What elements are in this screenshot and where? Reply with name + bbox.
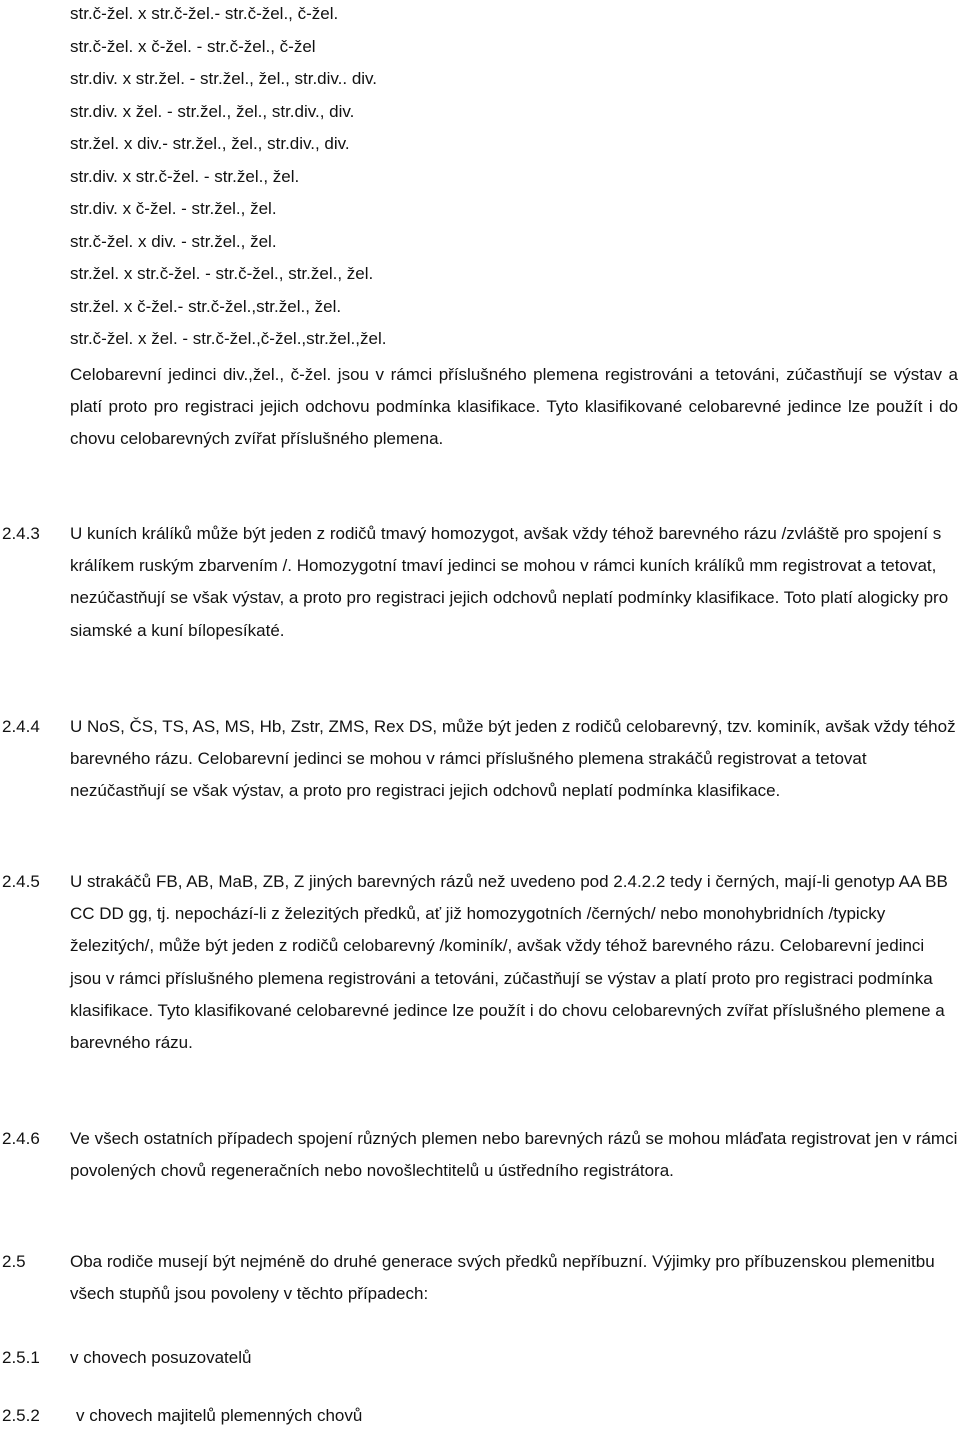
section-number: 2.5.2 bbox=[2, 1406, 40, 1425]
section-text: v chovech majitelů plemenných chovů bbox=[76, 1406, 363, 1425]
combination-line: str.div. x č-žel. - str.žel., žel. bbox=[70, 199, 277, 218]
combination-line: str.div. x str.č-žel. - str.žel., žel. bbox=[70, 166, 300, 186]
section-text: v chovech posuzovatelů bbox=[70, 1348, 252, 1367]
section-text: U NoS, ČS, TS, AS, MS, Hb, Zstr, ZMS, Rex DS, může být jeden z rodičů celobarevný, tzv. kominík, avšak vždy téhož barevného rázu. Celobarevní jedinci se mohou v rámci příslušného plemena strakáčů registrovat a tetovat nezúčastňují se však výstav, a proto pro registraci jejich odchovů neplatí podmínka klasifikace. bbox=[70, 717, 956, 801]
combination-line: str.žel. x str.č-žel. - str.č-žel., str.žel., žel. bbox=[70, 264, 374, 283]
section-number: 2.4.5 bbox=[2, 872, 40, 891]
combination-line: str.žel. x č-žel.- str.č-žel.,str.žel., žel. bbox=[70, 296, 342, 316]
combination-line: str.č-žel. x žel. - str.č-žel.,č-žel.,str.žel.,žel. bbox=[70, 329, 387, 348]
section-number: 2.4.4 bbox=[2, 717, 40, 736]
section-number: 2.5 bbox=[2, 1252, 26, 1271]
crossing-combinations-list bbox=[70, 2, 950, 360]
combination-line: str.žel. x div.- str.žel., žel., str.div., div. bbox=[70, 134, 350, 153]
combination-line: str.div. x str.žel. - str.žel., žel., str.div.. div. bbox=[70, 69, 378, 88]
section-text: Oba rodiče musejí být nejméně do druhé generace svých předků nepříbuzní. Výjimky pro příbuzenskou plemenitbu všech stupňů jsou povoleny v těchto případech: bbox=[70, 1252, 935, 1304]
section-text: U kuních králíků může být jeden z rodičů tmavý homozygot, avšak vždy téhož barevného rázu /zvláště pro spojení s králíkem ruským zbarvením /. Homozygotní tmaví jedinci se mohou v rámci kuních králíků mm registrovat a tetovat, nezúčastňují se však výstav, a proto pro registraci jejich odchovů neplatí podmínky klasifikace. Toto platí alogicky pro siamské a kuní bílopesíkaté. bbox=[70, 524, 949, 640]
combination-line: str.č-žel. x div. - str.žel., žel. bbox=[70, 231, 277, 251]
section-number: 2.4.3 bbox=[2, 524, 40, 543]
section-text: Ve všech ostatních případech spojení různých plemen nebo barevných rázů se mohou mláďata registrovat jen v rámci povolených chovů regeneračních nebo novošlechtitelů u ústředního registrátora. bbox=[70, 1129, 958, 1181]
section-number: 2.5.1 bbox=[2, 1348, 40, 1367]
intro-paragraph: Celobarevní jedinci div.,žel., č-žel. jsou v rámci příslušného plemena registrováni a tetováni, zúčastňují se výstav a platí proto pro registraci jejich odchovu podmínka klasifikace. Tyto klasifikované celobarevné jedince lze použít i do chovu celobarevných zvířat příslušného plemena. bbox=[70, 365, 958, 449]
section-text: U strakáčů FB, AB, MaB, ZB, Z jiných barevných rázů než uvedeno pod 2.4.2.2 tedy i černých, mají-li genotyp AA BB CC DD gg, tj. nepochází-li z železitých předků, ať již homozygotních /černých/ nebo monohybridních /typicky železitých/, může být jeden z rodičů celobarevný /kominík/, avšak vždy téhož barevného rázu. Celobarevní jedinci jsou v rámci příslušného plemena registrováni a tetováni, zúčastňují se výstav a platí proto pro registraci podmínka klasifikace. Tyto klasifikované celobarevné jedince lze použít i do chovu celobarevných zvířat příslušného plemene a barevného rázu. bbox=[70, 872, 948, 1053]
section-number: 2.4.6 bbox=[2, 1129, 40, 1148]
combination-line: str.č-žel. x str.č-žel.- str.č-žel., č-žel. bbox=[70, 4, 339, 23]
combination-line: str.č-žel. x č-žel. - str.č-žel., č-žel bbox=[70, 36, 316, 56]
combination-line: str.div. x žel. - str.žel., žel., str.div., div. bbox=[70, 101, 355, 121]
